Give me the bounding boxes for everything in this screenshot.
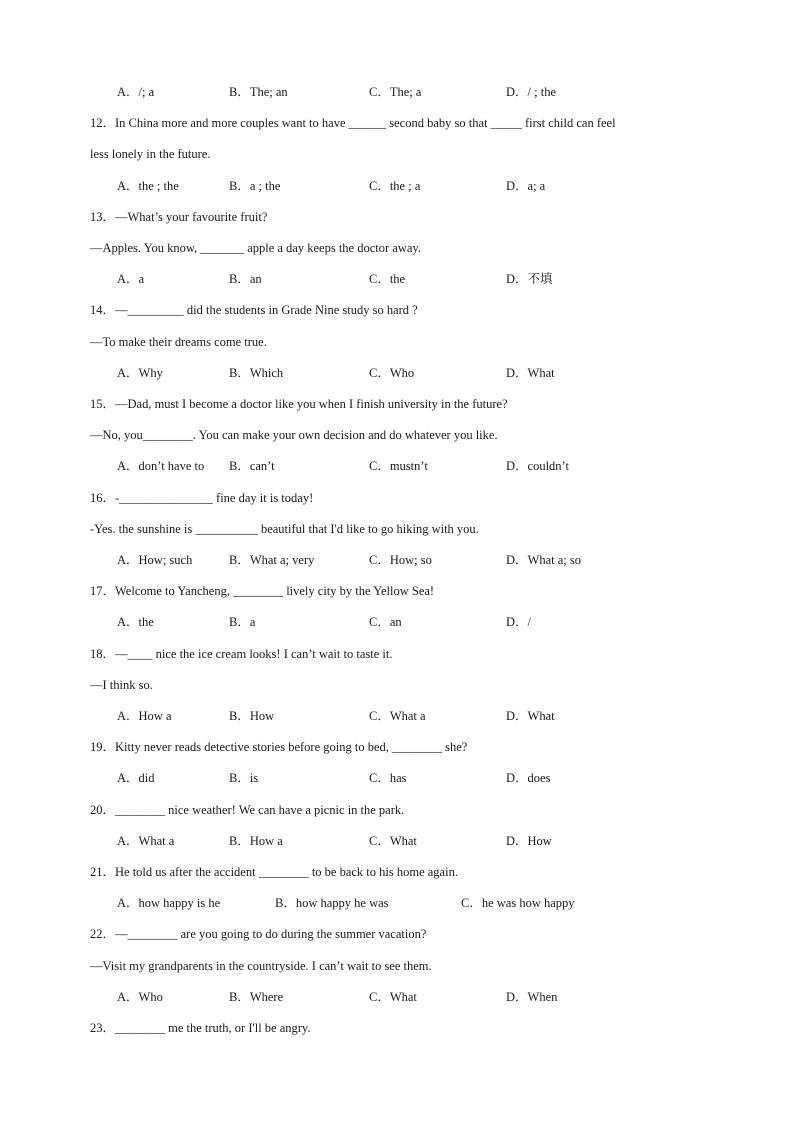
answer-option[interactable]: D．does — [506, 771, 551, 785]
question-line: 15．—Dad, must I become a doctor like you when I finish university in the future? — [90, 397, 508, 411]
question-line: 12．In China more and more couples want to have ______ second baby so that _____ first child can feel — [90, 116, 616, 130]
answer-option[interactable]: C．What a — [369, 709, 426, 723]
answer-option[interactable]: C．an — [369, 615, 402, 629]
question-line: 18．—____ nice the ice cream looks! I can’t wait to taste it. — [90, 647, 393, 661]
answer-option[interactable]: D．How — [506, 834, 552, 848]
answer-option[interactable]: B．is — [229, 771, 259, 785]
answer-option[interactable]: D．a; a — [506, 179, 546, 193]
question-line: —No, you________. You can make your own decision and do whatever you like. — [90, 428, 498, 442]
question-line: 13．—What’s your favourite fruit? — [90, 210, 268, 224]
answer-options — [117, 178, 757, 194]
question-line: 14．—_________ did the students in Grade Nine study so hard ? — [90, 303, 418, 317]
answer-option[interactable]: C．What — [369, 834, 417, 848]
answer-option[interactable]: D．When — [506, 990, 558, 1004]
answer-option[interactable]: D．/ ; the — [506, 85, 556, 99]
question-line: 16．-_______________ fine day it is today! — [90, 491, 314, 505]
question-line: 17．Welcome to Yancheng, ________ lively city by the Yellow Sea! — [90, 584, 435, 598]
answer-option[interactable]: D．/ — [506, 615, 532, 629]
answer-options — [117, 365, 757, 381]
question-line: —I think so. — [90, 678, 153, 692]
answer-option[interactable]: C．the — [369, 272, 406, 286]
answer-option[interactable]: A．how happy is he — [117, 896, 221, 910]
question-line: 22．—________ are you going to do during the summer vacation? — [90, 927, 427, 941]
answer-option[interactable]: B．The; an — [229, 85, 288, 99]
answer-option[interactable]: A．Why — [117, 366, 163, 380]
answer-option[interactable]: B．how happy he was — [275, 896, 389, 910]
question-line: 19．Kitty never reads detective stories before going to bed, ________ she? — [90, 740, 468, 754]
answer-option[interactable]: B．a — [229, 615, 256, 629]
answer-option[interactable]: D．不填 — [506, 272, 553, 286]
question-line: 21．He told us after the accident ________ to be back to his home again. — [90, 865, 458, 879]
answer-option[interactable]: C．What — [369, 990, 417, 1004]
answer-option[interactable]: B．Where — [229, 990, 284, 1004]
answer-options — [117, 895, 757, 911]
answer-options — [117, 708, 757, 724]
answer-option[interactable]: D．What — [506, 709, 555, 723]
answer-option[interactable]: C．the ; a — [369, 179, 421, 193]
question-line: —Visit my grandparents in the countryside. I can’t wait to see them. — [90, 959, 432, 973]
answer-option[interactable]: A．How; such — [117, 553, 193, 567]
answer-option[interactable]: D．What a; so — [506, 553, 581, 567]
answer-option[interactable]: D．couldn’t — [506, 459, 569, 473]
answer-option[interactable]: A．a — [117, 272, 145, 286]
answer-option[interactable]: A．the ; the — [117, 179, 179, 193]
answer-option[interactable]: B．How — [229, 709, 275, 723]
answer-options — [117, 84, 757, 100]
answer-option[interactable]: A．did — [117, 771, 155, 785]
question-line: 20．________ nice weather! We can have a picnic in the park. — [90, 803, 405, 817]
answer-option[interactable]: B．a ; the — [229, 179, 281, 193]
answer-option[interactable]: B．What a; very — [229, 553, 315, 567]
answer-options — [117, 833, 757, 849]
answer-option[interactable]: C．he was how happy — [461, 896, 575, 910]
question-line: 23．________ me the truth, or I'll be angry. — [90, 1021, 311, 1035]
question-line: less lonely in the future. — [90, 147, 211, 161]
answer-option[interactable]: A．How a — [117, 709, 172, 723]
answer-option[interactable]: C．mustn’t — [369, 459, 428, 473]
answer-option[interactable]: A．/; a — [117, 85, 155, 99]
answer-options — [117, 770, 757, 786]
answer-option[interactable]: A．What a — [117, 834, 175, 848]
question-line: —Apples. You know, _______ apple a day keeps the doctor away. — [90, 241, 421, 255]
question-line: -Yes. the sunshine is __________ beautiful that I'd like to go hiking with you. — [90, 522, 479, 536]
answer-option[interactable]: A．don’t have to — [117, 459, 205, 473]
answer-options — [117, 989, 757, 1005]
answer-option[interactable]: B．can’t — [229, 459, 275, 473]
answer-option[interactable]: D．What — [506, 366, 555, 380]
answer-options — [117, 458, 757, 474]
answer-option[interactable]: B．an — [229, 272, 262, 286]
answer-options — [117, 552, 757, 568]
answer-option[interactable]: C．has — [369, 771, 407, 785]
answer-option[interactable]: A．the — [117, 615, 154, 629]
answer-option[interactable]: C．The; a — [369, 85, 422, 99]
question-line: —To make their dreams come true. — [90, 335, 267, 349]
answer-option[interactable]: B．How a — [229, 834, 283, 848]
answer-options — [117, 271, 757, 287]
answer-option[interactable]: A．Who — [117, 990, 163, 1004]
answer-option[interactable]: C．Who — [369, 366, 415, 380]
answer-option[interactable]: C．How; so — [369, 553, 432, 567]
answer-options — [117, 614, 757, 630]
answer-option[interactable]: B．Which — [229, 366, 284, 380]
